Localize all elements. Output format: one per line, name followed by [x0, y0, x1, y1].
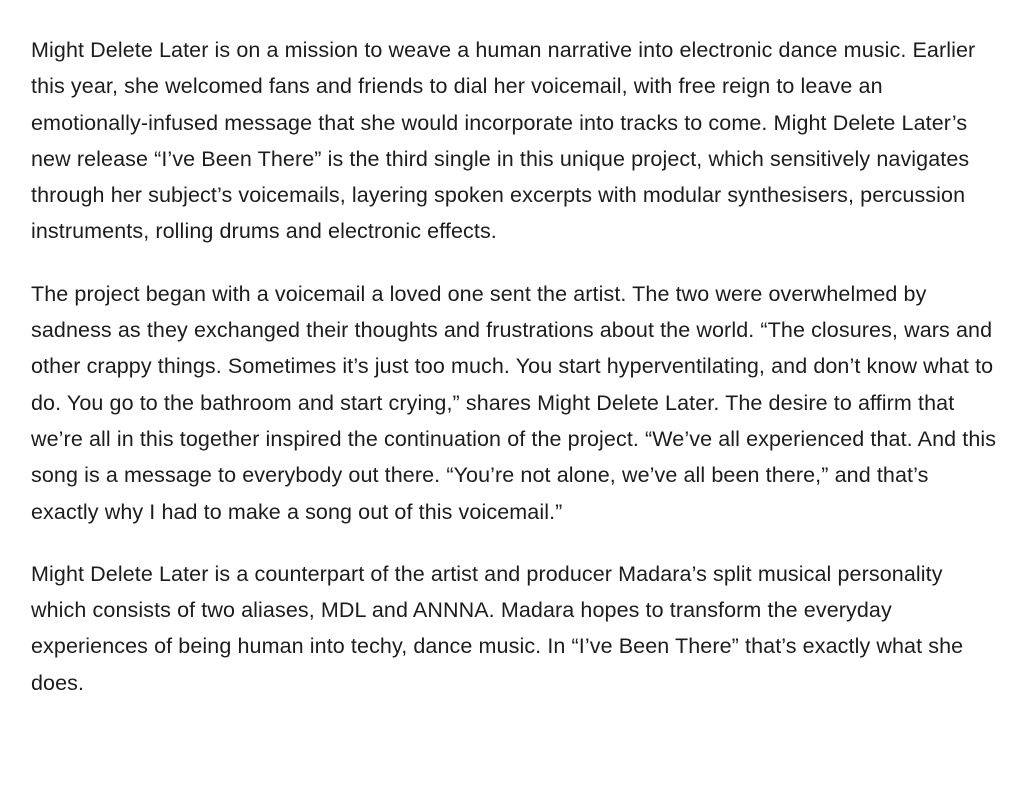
article-paragraph-1: Might Delete Later is on a mission to weave a human narrative into electronic dance music. Earlier this year, she welcomed fans and friends to dial her voicemail, with free reign to leave an emotionally-infused message that she would incorporate into tracks to come. Might Delete Later’s new release “I’ve Been There” is the third single in this unique project, which sensitively navigates through her subject’s voicemails, layering spoken excerpts with modular synthesisers, percussion instruments, rolling drums and electronic effects. — [31, 38, 976, 244]
article-paragraph-3: Might Delete Later is a counterpart of the artist and producer Madara’s split musical personality which consists of two aliases, MDL and ANNNA. Madara hopes to transform the everyday experiences of being human into techy, dance music. In “I’ve Been There” that’s exactly what she does. — [31, 561, 964, 695]
article-paragraph-2: The project began with a voicemail a loved one sent the artist. The two were overwhelmed by sadness as they exchanged their thoughts and frustrations about the world. “The closures, wars and other crappy things. Sometimes it’s just too much. You start hyperventilating, and don’t know what to do. You go to the bathroom and start crying,” shares Might Delete Later. The desire to affirm that we’re all in this together inspired the continuation of the project. “We’ve all experienced that. And this song is a message to everybody out there. “You’re not alone, we’ve all been there,” and that’s exactly why I had to make a song out of this voicemail.” — [31, 281, 997, 524]
